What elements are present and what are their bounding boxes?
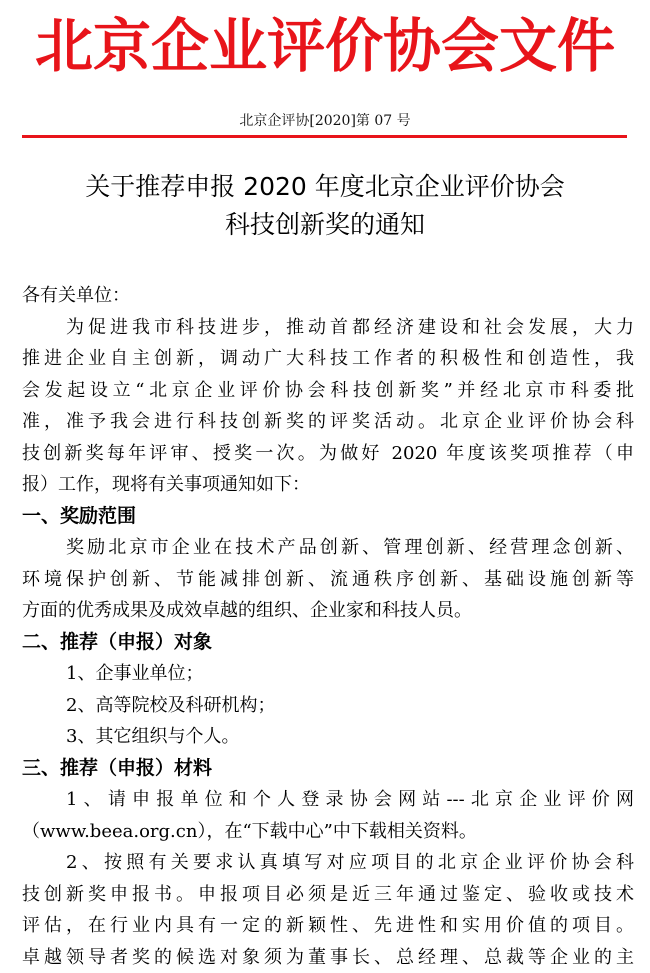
salutation: 各有关单位： bbox=[22, 280, 634, 312]
notice-title-line-1: 关于推荐申报 2020 年度北京企业评价协会 bbox=[0, 168, 650, 206]
section-heading-nominees: 二、推荐（申报）对象 bbox=[22, 627, 634, 659]
nominee-item: 2、高等院校及科研机构； bbox=[22, 690, 634, 722]
notice-body bbox=[22, 280, 634, 973]
intro-line: 为促进我市科技进步，推动首都经济建设和社会发展，大力 bbox=[22, 312, 634, 344]
intro-line: 推进企业自主创新，调动广大科技工作者的积极性和创造性，我 bbox=[22, 343, 634, 375]
section-3-line: 卓越领导者奖的候选对象须为董事长、总经理、总裁等企业的主 bbox=[22, 942, 634, 973]
section-1-line: 方面的优秀成果及成效卓越的组织、企业家和科技人员。 bbox=[22, 595, 634, 627]
notice-title bbox=[0, 168, 650, 244]
section-3-line: 2、按照有关要求认真填写对应项目的北京企业评价协会科 bbox=[22, 847, 634, 879]
nominee-item: 1、企事业单位； bbox=[22, 658, 634, 690]
intro-line: 会发起设立“北京企业评价协会科技创新奖”并经北京市科委批 bbox=[22, 375, 634, 407]
section-3-line: （www.beea.org.cn），在“下载中心”中下载相关资料。 bbox=[22, 816, 634, 848]
section-1-line: 环境保护创新、节能减排创新、流通秩序创新、基础设施创新等 bbox=[22, 564, 634, 596]
intro-line: 报）工作，现将有关事项通知如下： bbox=[22, 469, 634, 501]
section-heading-award-scope: 一、奖励范围 bbox=[22, 501, 634, 533]
section-3-line: 技创新奖申报书。申报项目必须是近三年通过鉴定、验收或技术 bbox=[22, 879, 634, 911]
section-3-line: 评估，在行业内具有一定的新颖性、先进性和实用价值的项目。 bbox=[22, 910, 634, 942]
section-heading-materials: 三、推荐（申报）材料 bbox=[22, 753, 634, 785]
section-1-line: 奖励北京市企业在技术产品创新、管理创新、经营理念创新、 bbox=[22, 532, 634, 564]
notice-title-line-2: 科技创新奖的通知 bbox=[0, 206, 650, 244]
document-number: 北京企评协[2020]第 07 号 bbox=[0, 112, 650, 130]
red-divider-line bbox=[22, 135, 627, 138]
intro-line: 技创新奖每年评审、授奖一次。为做好 2020 年度该奖项推荐（申 bbox=[22, 438, 634, 470]
nominee-item: 3、其它组织与个人。 bbox=[22, 721, 634, 753]
section-3-line: 1、请申报单位和个人登录协会网站---北京企业评价网 bbox=[22, 784, 634, 816]
org-header-title: 北京企业评价协会文件 bbox=[0, 6, 650, 86]
intro-line: 准，准予我会进行科技创新奖的评奖活动。北京企业评价协会科 bbox=[22, 406, 634, 438]
